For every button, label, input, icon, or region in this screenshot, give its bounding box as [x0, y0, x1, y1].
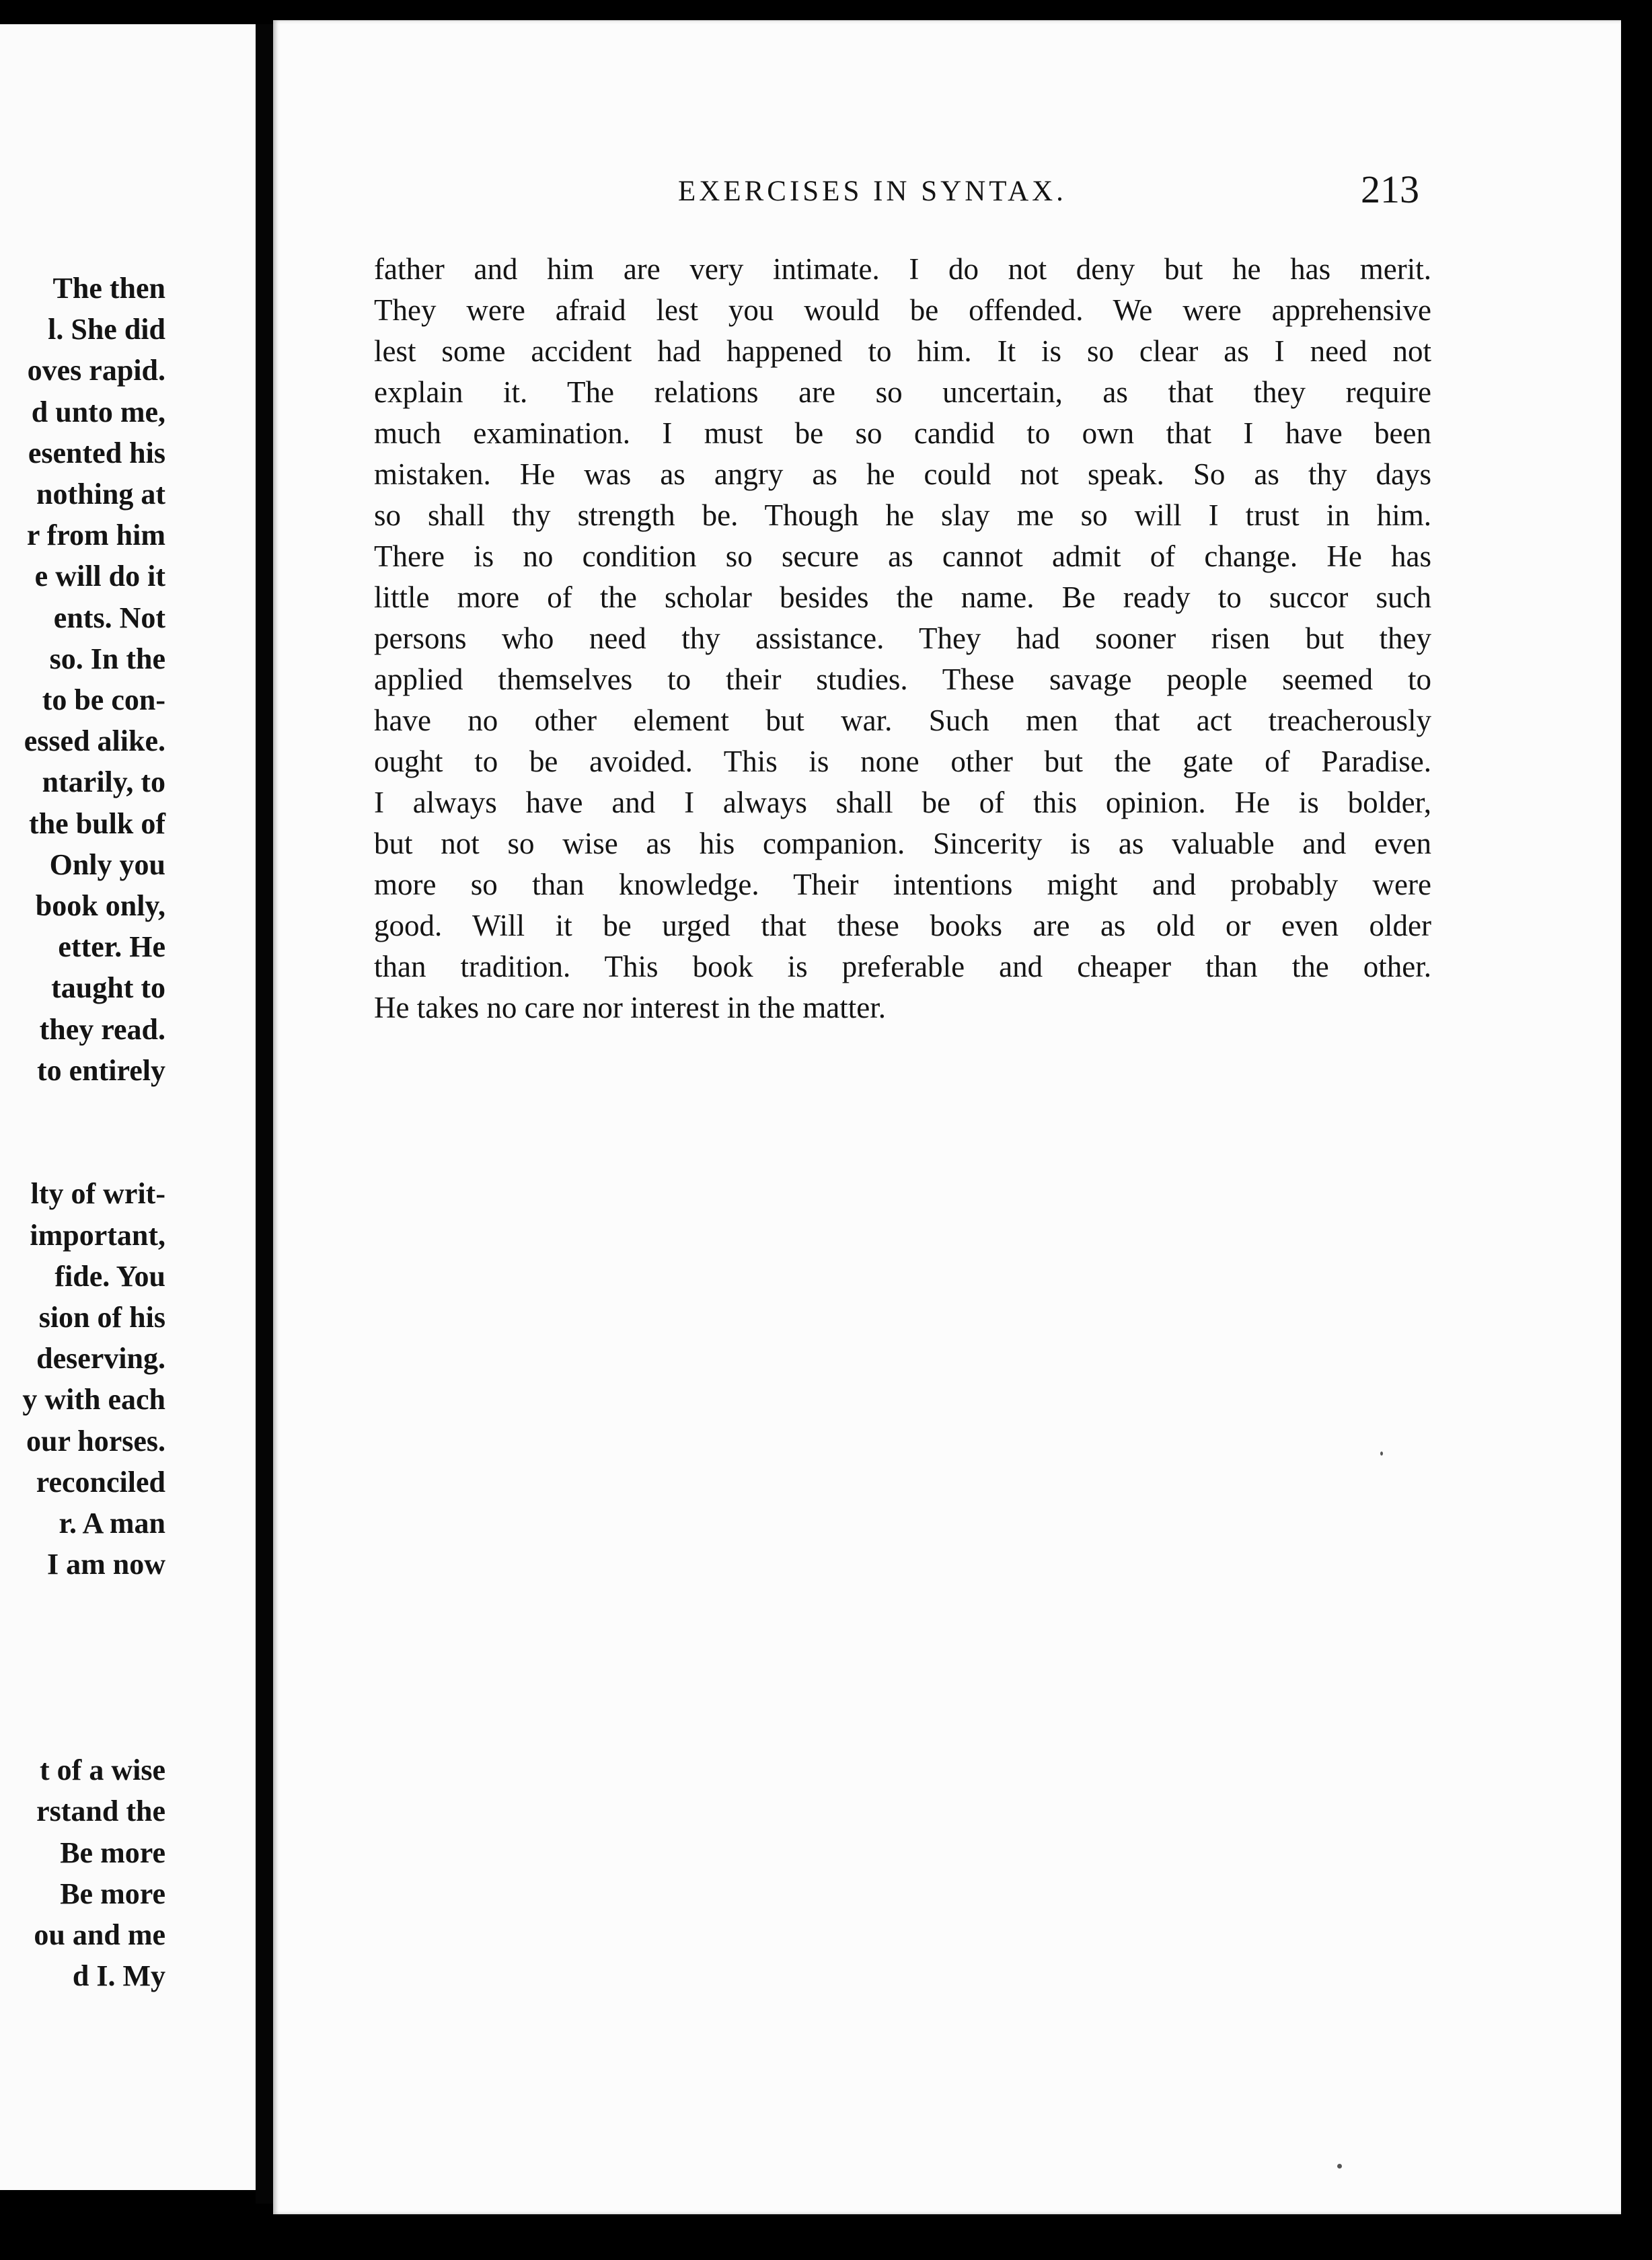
body-line: applied themselves to their studies. These savage people seemed to	[374, 663, 1431, 696]
body-line: than tradition. This book is preferable and cheaper than the other.	[374, 950, 1431, 983]
left-page-line: nothing at	[36, 478, 165, 511]
body-line: ought to be avoided. This is none other but the gate of Paradise.	[374, 745, 1431, 778]
body-line: so shall thy strength be. Though he slay me so will I trust in him.	[374, 498, 1431, 532]
left-page-line: essed alike.	[24, 724, 165, 758]
left-page-line: lty of writ-	[30, 1177, 165, 1211]
left-page-line: t of a wise	[40, 1754, 165, 1787]
book-gutter	[256, 24, 273, 2204]
left-page-line: Be more	[60, 1836, 165, 1869]
left-page-line: r from him	[26, 519, 165, 552]
left-page-line: oves rapid.	[27, 354, 165, 387]
left-page-line: l. She did	[48, 313, 165, 346]
left-page-line: ntarily, to	[42, 765, 165, 799]
body-line: good. Will it be urged that these books are as old or even older	[374, 909, 1431, 942]
body-line: persons who need thy assistance. They had sooner risen but they	[374, 622, 1431, 655]
body-line: explain it. The relations are so uncertain, as that they require	[374, 375, 1431, 409]
left-page-line: ents. Not	[53, 601, 165, 634]
left-page-line: The then	[52, 272, 165, 305]
body-text	[374, 249, 1431, 1028]
body-line: but not so wise as his companion. Sincerity is as valuable and even	[374, 827, 1431, 860]
left-page-line: I am now	[46, 1548, 165, 1581]
left-page-line: etter. He	[58, 930, 165, 964]
left-page-line: r. A man	[59, 1507, 165, 1540]
left-page-line: deserving.	[36, 1342, 165, 1376]
left-page-line: our horses.	[26, 1424, 165, 1458]
page-number: 213	[1361, 167, 1419, 211]
left-page-line: taught to	[51, 971, 165, 1005]
left-page-line: ou and me	[34, 1918, 165, 1951]
body-line: He takes no care nor interest in the matter.	[374, 991, 886, 1024]
left-page-line: y with each	[22, 1383, 165, 1417]
paper-speck	[1337, 2164, 1342, 2169]
body-line: father and him are very intimate. I do not deny but he has merit.	[374, 252, 1431, 286]
left-page-line: the bulk of	[29, 806, 165, 840]
left-page-line: they read.	[39, 1012, 165, 1046]
left-page-line: fide. You	[54, 1259, 165, 1293]
left-page-fragment	[0, 24, 256, 2190]
body-line: much examination. I must be so candid to own that I have been	[374, 416, 1431, 450]
running-head	[404, 167, 1419, 214]
body-line: I always have and I always shall be of this opinion. He is bolder,	[374, 786, 1431, 819]
left-page-line: d I. My	[72, 1959, 165, 1993]
left-page-line: important,	[30, 1218, 165, 1252]
body-line: They were afraid lest you would be offended. We were apprehensive	[374, 293, 1431, 327]
left-page-line: reconciled	[36, 1465, 165, 1499]
left-page-line: Only you	[49, 848, 165, 881]
left-page-line: book only,	[35, 889, 165, 922]
left-page-line: esented his	[28, 436, 165, 469]
paper-speck	[1380, 1452, 1383, 1456]
left-page-line: to entirely	[36, 1053, 165, 1087]
left-page-line: rstand the	[36, 1795, 165, 1828]
running-head-title: EXERCISES IN SYNTAX.	[678, 176, 1067, 207]
body-line: lest some accident had happened to him. It is so clear as I need not	[374, 334, 1431, 368]
body-line: have no other element but war. Such men that act treacherously	[374, 704, 1431, 737]
body-line: There is no condition so secure as cannot admit of change. He has	[374, 539, 1431, 573]
body-line: more so than knowledge. Their intentions might and probably were	[374, 868, 1431, 901]
left-page-line: d unto me,	[31, 395, 165, 428]
left-page-line: to be con-	[42, 683, 165, 716]
left-page-line: e will do it	[34, 560, 165, 593]
left-page-line: Be more	[60, 1877, 165, 1910]
body-line: little more of the scholar besides the name. Be ready to succor such	[374, 580, 1431, 614]
left-page-line: sion of his	[38, 1301, 165, 1334]
left-page-line: so. In the	[49, 642, 165, 675]
body-line: mistaken. He was as angry as he could not speak. So as thy days	[374, 457, 1431, 491]
